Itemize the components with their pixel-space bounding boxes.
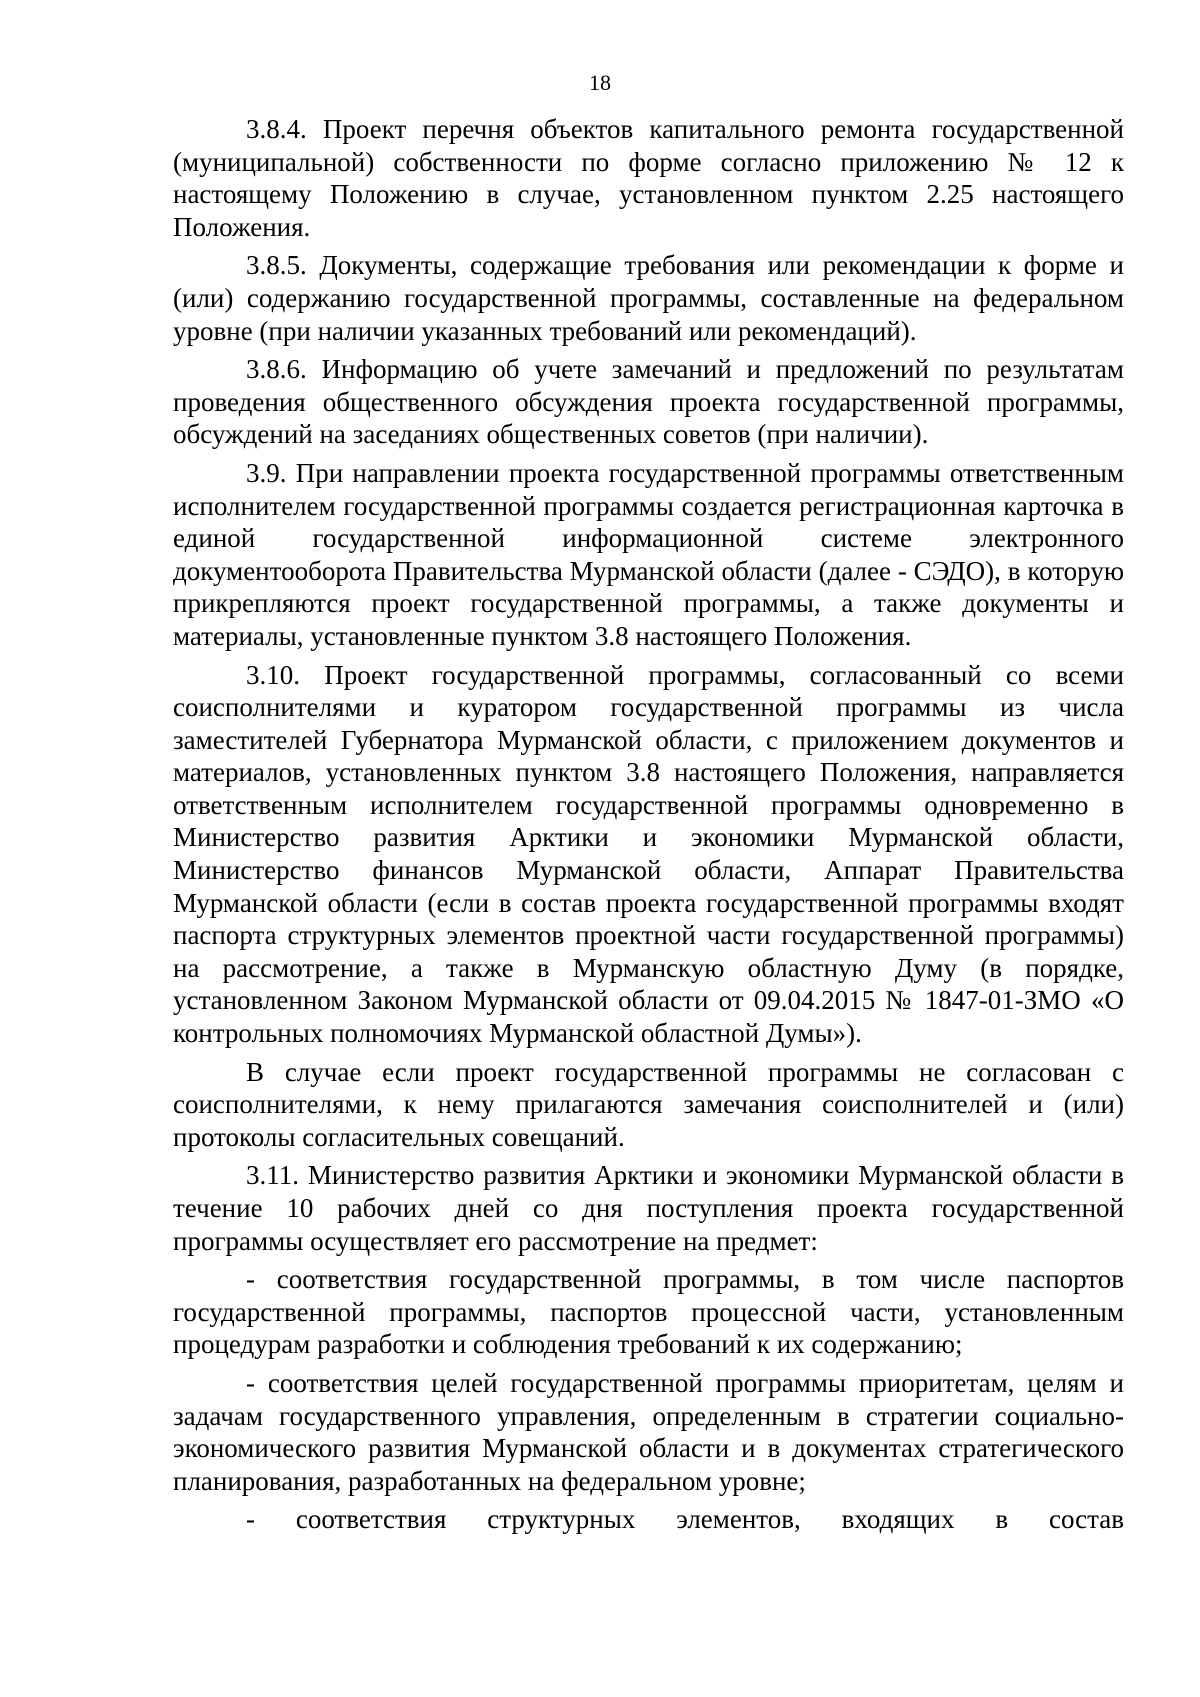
list-item-goals-compliance: - соответствия целей государственной программы приоритетам, целям и задачам государственного управления, определенным в стратегии социально-экономического развития Мурманской области и в документах стратегического планирования, разработанных на федеральном уровне; [173,1367,1124,1496]
paragraph-3-11: 3.11. Министерство развития Арктики и экономики Мурманской области в течение 10 рабочих дней со дня поступления проекта государственной программы осуществляет его рассмотрение на предмет: [173,1160,1124,1256]
paragraph-3-8-6: 3.8.6. Информацию об учете замечаний и предложений по результатам проведения общественного обсуждения проекта государственной программы, обсуждений на заседаниях общественных советов (при наличии). [173,354,1124,450]
paragraph-3-9: 3.9. При направлении проекта государственной программы ответственным исполнителем государственной программы создается регистрационная карточка в единой государственной информационной системе электронного документооборота Правительства Мурманской области (далее - СЭДО), в которую прикрепляются проект государственной программы, а также документы и материалы, установленные пунктом 3.8 настоящего Положения. [173,457,1124,651]
list-item-programs-compliance: - соответствия государственной программы, в том числе паспортов государственной программы, паспортов процессной части, установленным процедурам разработки и соблюдения требований к их содержанию; [173,1264,1124,1360]
paragraph-3-10: 3.10. Проект государственной программы, согласованный со всеми соисполнителями и куратором государственной программы из числа заместителей Губернатора Мурманской области, с приложением документов и материалов, установленных пунктом 3.8 настоящего Положения, направляется ответственным исполнителем государственной программы одновременно в Министерство развития Арктики и экономики Мурманской области, Министерство финансов Мурманской области, Аппарат Правительства Мурманской области (если в состав проекта государственной программы входят паспорта структурных элементов проектной части государственной программы) на рассмотрение, а также в Мурманскую областную Думу (в порядке, установленном Законом Мурманской области от 09.04.2015 № 1847-01-ЗМО «О контрольных полномочиях Мурманской областной Думы»). [173,659,1124,1049]
page-number: 18 [589,70,611,95]
list-item-structural-elements: - соответствия структурных элементов, входящих в состав [246,1504,1124,1535]
paragraph-3-8-4: 3.8.4. Проект перечня объектов капитального ремонта государственной (муниципальной) собственности по форме согласно приложению № 12 к настоящему Положению в случае, установленном пунктом 2.25 настоящего Положения. [173,114,1124,242]
document-body [173,113,1124,1542]
paragraph-3-8-5: 3.8.5. Документы, содержащие требования или рекомендации к форме и (или) содержанию государственной программы, составленные на федеральном уровне (при наличии указанных требований или рекомендаций). [173,250,1124,346]
paragraph-3-10-note: В случае если проект государственной программы не согласован с соисполнителями, к нему прилагаются замечания соисполнителей и (или) протоколы согласительных совещаний. [173,1056,1124,1152]
